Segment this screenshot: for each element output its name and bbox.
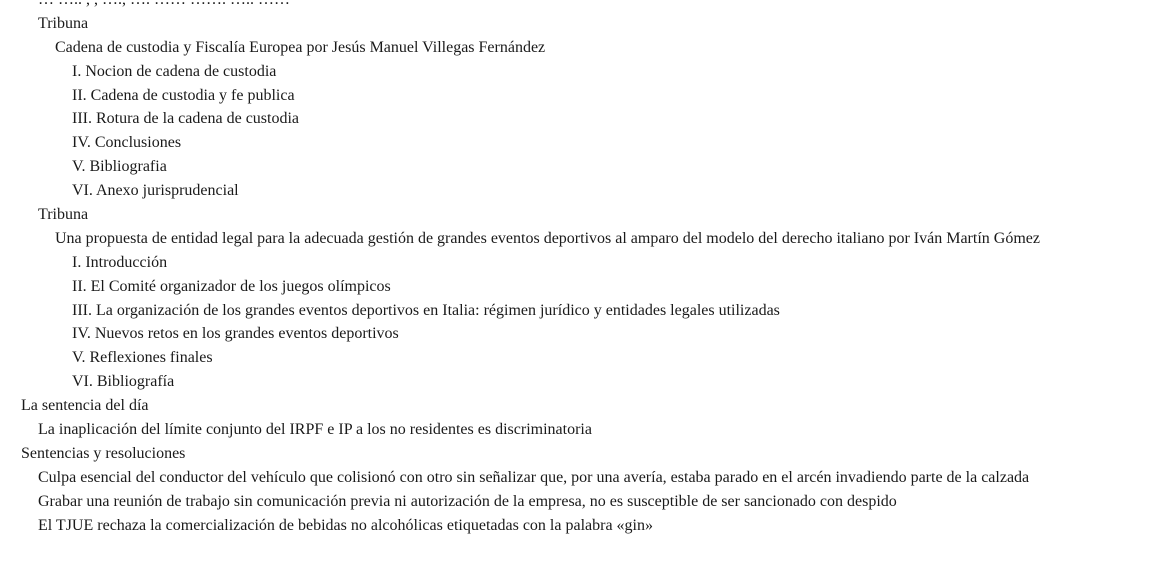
resolucion-item-link[interactable]: El TJUE rechaza la comercialización de bebidas no alcohólicas etiquetadas con la palabra «gin» [38, 516, 653, 534]
article-section-link[interactable]: VI. Bibliografía [72, 373, 175, 391]
section-heading-sentencia-del-dia[interactable]: La sentencia del día [21, 397, 149, 415]
section-heading-tribuna[interactable]: Tribuna [38, 14, 89, 32]
article-section-link[interactable]: II. Cadena de custodia y fe publica [72, 86, 295, 104]
clipped-top-line [0, 0, 1155, 12]
article-section-link[interactable]: III. La organización de los grandes eventos deportivos en Italia: régimen jurídico y entidades legales utilizadas [72, 301, 780, 319]
article-section-link[interactable]: V. Bibliografia [72, 158, 167, 176]
section-heading-tribuna[interactable]: Tribuna [38, 206, 89, 224]
resolucion-item-link[interactable]: Culpa esencial del conductor del vehículo que colisionó con otro sin señalizar que, por una avería, estaba parado en el arcén invadiendo parte de la calzada [38, 468, 1030, 486]
article-section-link[interactable]: II. El Comité organizador de los juegos olímpicos [72, 277, 391, 295]
article-title-link[interactable]: Cadena de custodia y Fiscalía Europea por Jesús Manuel Villegas Fernández [55, 38, 546, 56]
article-section-link[interactable]: VI. Anexo jurisprudencial [72, 182, 239, 200]
article-section-link[interactable]: V. Reflexiones finales [72, 349, 213, 367]
resolucion-item-link[interactable]: Grabar una reunión de trabajo sin comunicación previa ni autorización de la empresa, no es susceptible de ser sancionado con despido [38, 492, 897, 510]
section-heading-sentencias-resoluciones[interactable]: Sentencias y resoluciones [21, 444, 186, 462]
article-section-link[interactable]: III. Rotura de la cadena de custodia [72, 110, 300, 128]
article-title-link[interactable]: Una propuesta de entidad legal para la adecuada gestión de grandes eventos deportivos al amparo del modelo del derecho italiano por Iván Martín Gómez [55, 229, 1040, 247]
article-section-link[interactable]: IV. Nuevos retos en los grandes eventos deportivos [72, 325, 399, 343]
article-section-link[interactable]: I. Nocion de cadena de custodia [72, 62, 277, 80]
article-section-link[interactable]: I. Introducción [72, 253, 168, 271]
sentencia-item-link[interactable]: La inaplicación del límite conjunto del IRPF e IP a los no residentes es discriminatoria [38, 421, 592, 439]
article-section-link[interactable]: IV. Conclusiones [72, 134, 182, 152]
